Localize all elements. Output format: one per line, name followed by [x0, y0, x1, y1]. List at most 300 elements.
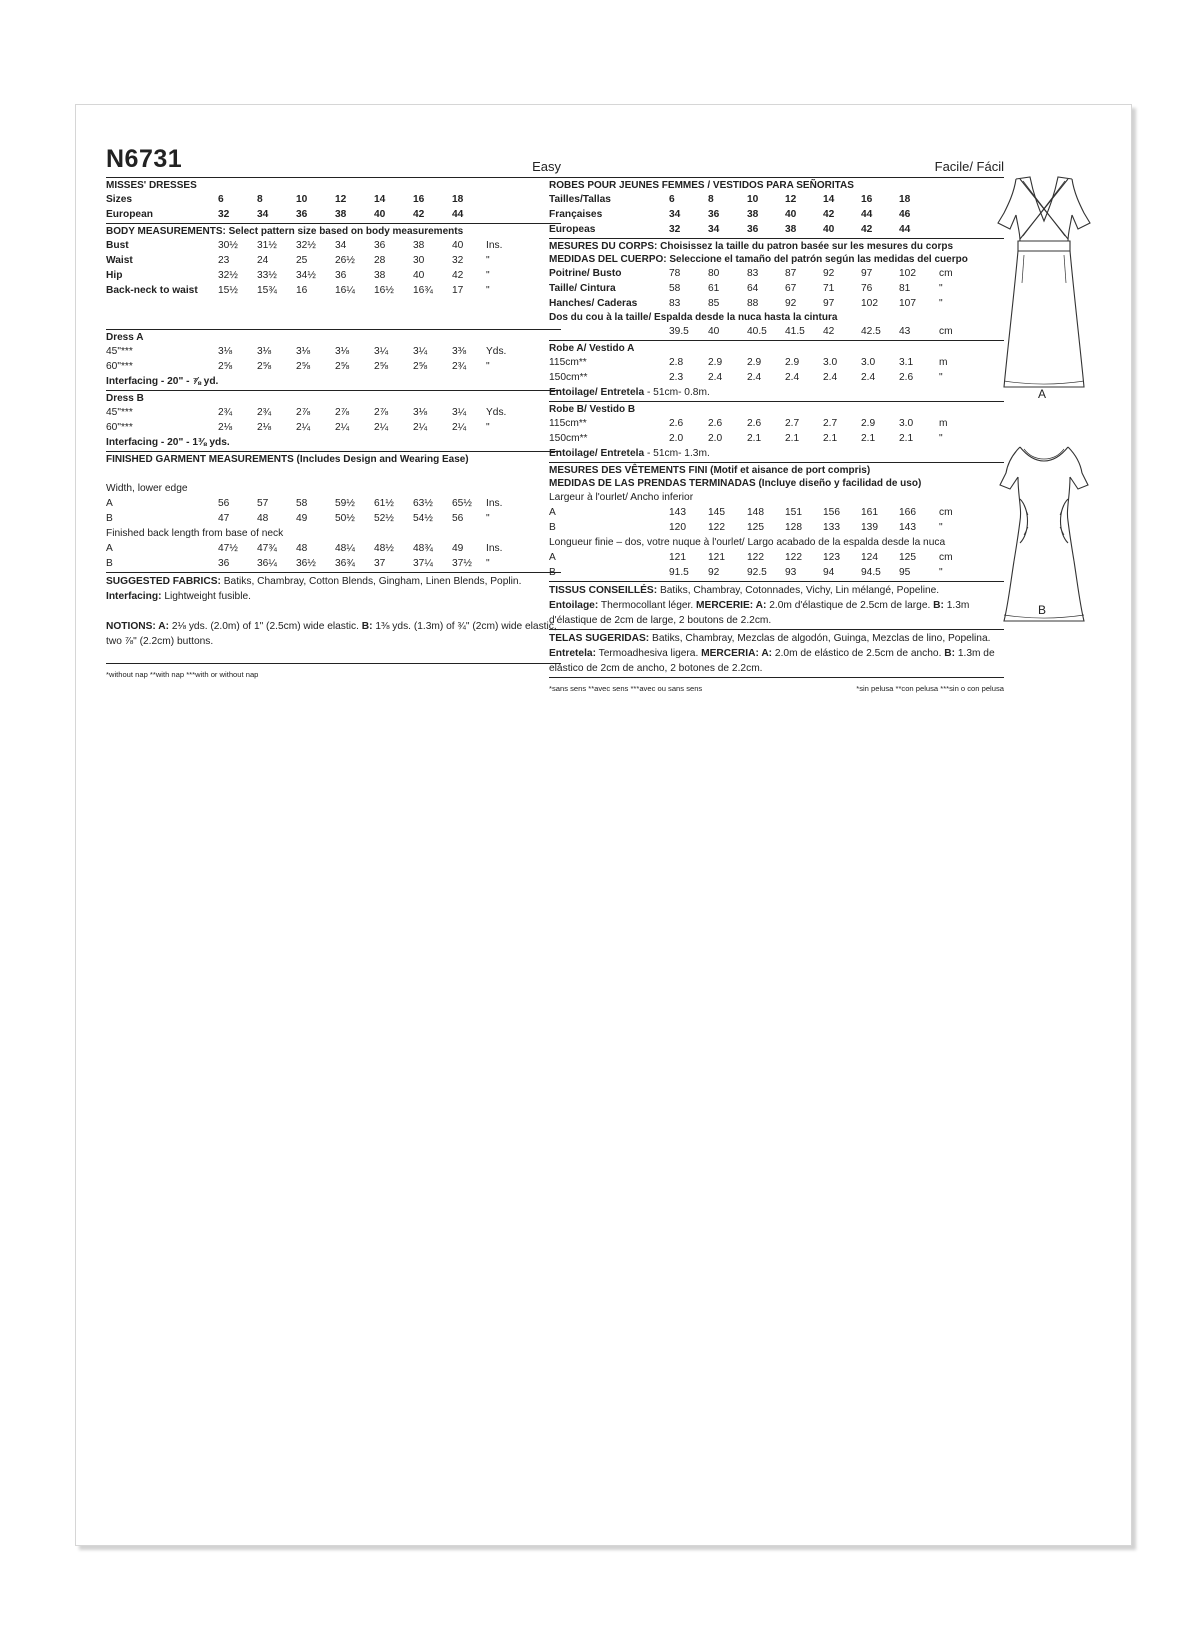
- interfacing-label: Entoilage/ Entretela: [549, 387, 645, 398]
- table-cell: 80: [708, 268, 720, 279]
- table-cell: 2.7: [785, 418, 800, 429]
- unit-cell: Yds.: [486, 346, 507, 357]
- row-label: 60"***: [106, 422, 133, 433]
- table-cell: 92.5: [747, 567, 767, 578]
- table-cell: 2.9: [708, 357, 723, 368]
- table-cell: 39.5: [669, 326, 689, 337]
- unit-cell: m: [939, 418, 948, 429]
- table-cell: 42: [823, 326, 835, 337]
- table-cell: 2.4: [708, 372, 723, 383]
- table-cell: 2.9: [861, 418, 876, 429]
- view-title: Dress B: [106, 393, 144, 404]
- size-cell: 38: [335, 209, 347, 220]
- row-label: Bust: [106, 240, 129, 251]
- table-cell: 48: [257, 513, 269, 524]
- row-label: Françaises: [549, 209, 603, 220]
- table-cell: 3.1: [899, 357, 914, 368]
- row-label: Sizes: [106, 194, 133, 205]
- row-label: 45"***: [106, 346, 133, 357]
- table-cell: 2.0: [708, 433, 723, 444]
- table-cell: 26½: [335, 255, 355, 266]
- table-row: [549, 416, 1004, 431]
- row-label: Back-neck to waist: [106, 285, 198, 296]
- table-cell: 124: [861, 552, 878, 563]
- table-cell: 42.5: [861, 326, 881, 337]
- table-cell: 2.1: [899, 433, 914, 444]
- table-cell: 2¾: [452, 361, 467, 372]
- table-row: [106, 405, 561, 420]
- table-cell: 34: [669, 209, 681, 220]
- table-row: [549, 281, 1004, 296]
- table-row: [549, 370, 1004, 385]
- table-row: [549, 222, 1004, 237]
- english-column: [106, 105, 561, 679]
- table-cell: 42: [452, 270, 464, 281]
- table-cell: 15½: [218, 285, 238, 296]
- size-cell: 40: [374, 209, 386, 220]
- table-row: [106, 359, 561, 374]
- section-title: MESURES DES VÊTEMENTS FINI (Motif et aisance de port compris): [549, 465, 871, 476]
- table-cell: 36¼: [257, 558, 277, 569]
- table-cell: 121: [669, 552, 686, 563]
- size-cell: 6: [218, 194, 224, 205]
- notions-a-text: 2⅛ yds. (2.0m) of 1" (2.5cm) wide elastic.: [169, 621, 362, 632]
- table-cell: 2.3: [669, 372, 684, 383]
- table-cell: 2⅝: [218, 361, 233, 372]
- table-cell: 36¾: [335, 558, 355, 569]
- table-cell: 28: [374, 255, 386, 266]
- table-cell: 47¾: [257, 543, 277, 554]
- finished-measurements-section: [549, 463, 1004, 582]
- table-cell: 93: [785, 567, 797, 578]
- table-cell: 40.5: [747, 326, 767, 337]
- table-cell: 34: [708, 224, 720, 235]
- interfacing-label: Interfacing:: [106, 591, 162, 602]
- row-label: B: [106, 558, 113, 569]
- table-cell: 3¼: [452, 407, 467, 418]
- sizes-table: [549, 192, 1004, 237]
- unit-cell: cm: [939, 326, 953, 337]
- interfacing-row: [106, 435, 561, 450]
- table-cell: 34: [335, 240, 347, 251]
- interfacing-label: Entoilage:: [549, 600, 599, 611]
- table-cell: 2⅞: [296, 407, 311, 418]
- table-cell: 23: [218, 255, 230, 266]
- table-cell: 2⅝: [413, 361, 428, 372]
- table-cell: 31½: [257, 240, 277, 251]
- table-cell: 32: [669, 224, 681, 235]
- table-cell: 16½: [374, 285, 394, 296]
- table-cell: 47: [218, 513, 230, 524]
- table-cell: 61½: [374, 498, 394, 509]
- interfacing-text: Lightweight fusible.: [161, 591, 251, 602]
- table-cell: 38: [785, 224, 797, 235]
- table-cell: 2¼: [296, 422, 311, 433]
- table-cell: 143: [669, 507, 686, 518]
- section-title: MEDIDAS DEL CUERPO: Seleccione el tamaño del patrón según las medidas del cuerpo: [549, 254, 968, 265]
- table-row: [106, 541, 561, 556]
- fabrics-label: TELAS SUGERIDAS:: [549, 633, 650, 644]
- table-cell: 25: [296, 255, 308, 266]
- table-cell: 18: [899, 194, 911, 205]
- unit-cell: Ins.: [486, 240, 503, 251]
- row-label: A: [549, 507, 556, 518]
- fabrics-notions-section: [106, 573, 561, 664]
- technical-drawings: [964, 105, 1131, 630]
- table-cell: 14: [823, 194, 835, 205]
- row-label: 45"***: [106, 407, 133, 418]
- unit-cell: ": [939, 433, 943, 444]
- section-title: BODY MEASUREMENTS: Select pattern size based on body measurements: [106, 226, 464, 237]
- table-row: [106, 253, 561, 268]
- length-table: [106, 541, 561, 571]
- length-label: Longueur finie – dos, votre nuque à l'ourlet/ Largo acabado de la espalda desde la nuca: [549, 537, 946, 548]
- table-cell: 6: [669, 194, 675, 205]
- table-cell: 33½: [257, 270, 277, 281]
- table-cell: 3⅛: [218, 346, 233, 357]
- table-cell: 58: [669, 283, 681, 294]
- table-cell: 40: [708, 326, 720, 337]
- table-cell: 71: [823, 283, 835, 294]
- table-cell: 128: [785, 522, 802, 533]
- section-title: FINISHED GARMENT MEASUREMENTS (Includes Design and Wearing Ease): [106, 454, 469, 465]
- table-row: [549, 207, 1004, 222]
- size-cell: 18: [452, 194, 464, 205]
- table-cell: 3.0: [861, 357, 876, 368]
- table-cell: 40: [452, 240, 464, 251]
- table-cell: 2.0: [669, 433, 684, 444]
- table-cell: 56: [218, 498, 230, 509]
- fabrics-text: Batiks, Chambray, Mezclas de algodón, Guinga, Mezclas de lino, Popelina.: [649, 633, 991, 644]
- unit-cell: ": [939, 522, 943, 533]
- size-cell: 34: [257, 209, 269, 220]
- section-title: MISSES' DRESSES: [106, 180, 197, 191]
- table-cell: 95: [899, 567, 911, 578]
- dress-a-yardage: [106, 330, 561, 391]
- table-cell: 2.6: [747, 418, 762, 429]
- table-cell: 133: [823, 522, 840, 533]
- body-measurements-table: [549, 266, 1004, 311]
- row-label: Taille/ Cintura: [549, 283, 616, 294]
- table-cell: 92: [823, 268, 835, 279]
- size-cell: 12: [335, 194, 347, 205]
- length-table: [549, 550, 1004, 580]
- unit-cell: ": [486, 285, 490, 296]
- table-cell: 2¼: [374, 422, 389, 433]
- fabrics-label: SUGGESTED FABRICS:: [106, 576, 221, 587]
- table-row: [549, 296, 1004, 311]
- table-cell: 63½: [413, 498, 433, 509]
- table-cell: 107: [899, 298, 916, 309]
- table-cell: 83: [747, 268, 759, 279]
- table-cell: 76: [861, 283, 873, 294]
- size-section: [549, 178, 1004, 239]
- table-cell: 36½: [296, 558, 316, 569]
- pattern-envelope-back: [75, 104, 1132, 1546]
- table-row: [549, 192, 1004, 207]
- table-cell: 32½: [218, 270, 238, 281]
- table-cell: 16: [296, 285, 308, 296]
- notions-b-text: 1.3m d'élastique de 2cm de large, 2 boutons de 2.2cm.: [549, 600, 970, 626]
- dress-b-drawing: [1000, 447, 1088, 621]
- table-cell: 2⅞: [374, 407, 389, 418]
- table-cell: 97: [861, 268, 873, 279]
- table-cell: 40: [413, 270, 425, 281]
- unit-cell: ": [486, 255, 490, 266]
- back-length-label: Dos du cou à la taille/ Espalda desde la nuca hasta la cintura: [549, 312, 838, 323]
- table-cell: 2.4: [861, 372, 876, 383]
- notions-b-label: B:: [361, 621, 373, 632]
- es-fabrics: [549, 631, 1004, 676]
- table-cell: 2.9: [747, 357, 762, 368]
- table-cell: 3.0: [823, 357, 838, 368]
- table-cell: 2¾: [257, 407, 272, 418]
- table-cell: 2.4: [823, 372, 838, 383]
- table-cell: 32½: [296, 240, 316, 251]
- table-row: [106, 511, 561, 526]
- table-cell: 46: [899, 209, 911, 220]
- row-label: Hanches/ Caderas: [549, 298, 638, 309]
- table-cell: 44: [861, 209, 873, 220]
- size-cell: 14: [374, 194, 386, 205]
- table-cell: 3⅛: [296, 346, 311, 357]
- notions-b-label: B:: [944, 648, 955, 659]
- table-cell: 81: [899, 283, 911, 294]
- row-label: B: [549, 567, 556, 578]
- table-cell: 67: [785, 283, 797, 294]
- table-cell: 42: [861, 224, 873, 235]
- view-b-label: B: [1038, 603, 1047, 617]
- row-label: 150cm**: [549, 372, 588, 383]
- table-cell: 12: [785, 194, 797, 205]
- difficulty-level: Facile/ Fácil: [934, 159, 1004, 174]
- unit-cell: Ins.: [486, 543, 503, 554]
- length-label: Finished back length from base of neck: [106, 528, 284, 539]
- table-cell: 30: [413, 255, 425, 266]
- table-cell: 121: [708, 552, 725, 563]
- table-cell: 120: [669, 522, 686, 533]
- table-cell: 47½: [218, 543, 238, 554]
- table-row: [549, 565, 1004, 580]
- table-cell: 122: [708, 522, 725, 533]
- table-row: [106, 268, 561, 283]
- interfacing-row: [106, 374, 561, 389]
- table-cell: 2⅝: [296, 361, 311, 372]
- interfacing-text: Termoadhesiva ligera.: [596, 648, 702, 659]
- interfacing-text: Interfacing - 20" - 1⅜ yds.: [106, 437, 230, 448]
- table-row: [106, 556, 561, 571]
- table-cell: 2.1: [823, 433, 838, 444]
- table-cell: 38: [374, 270, 386, 281]
- table-cell: 87: [785, 268, 797, 279]
- table-row: [106, 344, 561, 359]
- french-spanish-column: [549, 105, 1004, 696]
- interfacing-text: Interfacing - 20" - ⅞ yd.: [106, 376, 219, 387]
- view-a-label: A: [1038, 387, 1047, 401]
- body-measurements-section: [549, 239, 1004, 341]
- table-cell: 37¼: [413, 558, 433, 569]
- table-cell: 145: [708, 507, 725, 518]
- subheading: [549, 490, 1004, 505]
- row-label: European: [106, 209, 153, 220]
- table-cell: 143: [899, 522, 916, 533]
- table-row: [106, 420, 561, 435]
- table-cell: 2.9: [785, 357, 800, 368]
- table-row: [549, 266, 1004, 281]
- yardage-table: [106, 405, 561, 435]
- es-fabrics-section: [549, 630, 1004, 678]
- table-cell: 2.1: [747, 433, 762, 444]
- notions-b-text: 1⅜ yds. (1.3m) of ¾" (2cm) wide elastic, two ⅞" (2.2cm) buttons.: [106, 621, 557, 647]
- table-cell: 3⅜: [452, 346, 467, 357]
- table-cell: 37: [374, 558, 386, 569]
- notions-b-label: B:: [933, 600, 944, 611]
- table-cell: 94: [823, 567, 835, 578]
- notions-label: MERCERIA: A:: [701, 648, 773, 659]
- notions: [106, 619, 561, 649]
- dress-b-yardage: [106, 391, 561, 452]
- interfacing-row: [549, 446, 1004, 461]
- unit-cell: m: [939, 357, 948, 368]
- section-title: MESURES DU CORPS: Choisissez la taille du patron basée sur les mesures du corps: [549, 241, 954, 252]
- table-cell: 102: [861, 298, 878, 309]
- dress-a-drawing: [998, 177, 1090, 387]
- robe-a-yardage: [549, 341, 1004, 402]
- row-label: 115cm**: [549, 357, 587, 368]
- table-cell: 91.5: [669, 567, 689, 578]
- size-cell: 32: [218, 209, 230, 220]
- table-cell: 2.1: [861, 433, 876, 444]
- table-cell: 2⅝: [257, 361, 272, 372]
- table-cell: 102: [899, 268, 916, 279]
- table-cell: 40: [785, 209, 797, 220]
- row-label: A: [549, 552, 556, 563]
- yardage-table: [549, 416, 1004, 446]
- width-table: [549, 505, 1004, 535]
- table-cell: 41.5: [785, 326, 805, 337]
- table-cell: 52½: [374, 513, 394, 524]
- table-cell: 2⅛: [257, 422, 272, 433]
- table-cell: 36: [218, 558, 230, 569]
- unit-cell: ": [939, 567, 943, 578]
- table-cell: 16¼: [335, 285, 355, 296]
- interfacing-label: Entoilage/ Entretela: [549, 448, 645, 459]
- table-cell: 122: [747, 552, 764, 563]
- table-cell: 58: [296, 498, 308, 509]
- table-cell: 125: [899, 552, 916, 563]
- suggested-fabrics: [106, 574, 561, 604]
- table-cell: 16: [861, 194, 873, 205]
- table-cell: 57: [257, 498, 269, 509]
- unit-cell: cm: [939, 507, 953, 518]
- size-cell: 44: [452, 209, 464, 220]
- unit-cell: ": [939, 298, 943, 309]
- table-row: [549, 550, 1004, 565]
- unit-cell: cm: [939, 552, 953, 563]
- table-cell: 42: [823, 209, 835, 220]
- table-cell: 2.1: [785, 433, 800, 444]
- table-cell: 3⅛: [413, 407, 428, 418]
- row-label: Europeas: [549, 224, 596, 235]
- unit-cell: ": [486, 422, 490, 433]
- unit-cell: cm: [939, 268, 953, 279]
- table-cell: 17: [452, 285, 464, 296]
- subheading: [106, 526, 561, 541]
- view-title: Robe A/ Vestido A: [549, 343, 635, 354]
- table-cell: 48¼: [335, 543, 355, 554]
- table-cell: 125: [747, 522, 764, 533]
- fabrics-text: Batiks, Chambray, Cotton Blends, Gingham, Linen Blends, Poplin.: [220, 576, 522, 587]
- sizes-row: [106, 192, 561, 207]
- unit-cell: ": [486, 270, 490, 281]
- view-title: Robe B/ Vestido B: [549, 404, 636, 415]
- english-header: [106, 105, 561, 178]
- table-cell: 92: [708, 567, 720, 578]
- table-cell: 78: [669, 268, 681, 279]
- table-cell: 166: [899, 507, 916, 518]
- table-cell: 94.5: [861, 567, 881, 578]
- footnote-fr: *sans sens **avec sens ***avec ou sans sens: [549, 684, 703, 693]
- table-cell: 8: [708, 194, 714, 205]
- interfacing-text: Thermocollant léger.: [598, 600, 697, 611]
- table-cell: 161: [861, 507, 878, 518]
- size-cell: 42: [413, 209, 425, 220]
- table-cell: 85: [708, 298, 720, 309]
- fabrics-label: TISSUS CONSEILLÉS:: [549, 585, 658, 596]
- table-cell: 3¼: [413, 346, 428, 357]
- table-row: [106, 496, 561, 511]
- table-cell: 3⅛: [335, 346, 350, 357]
- footnote-es: *sin pelusa **con pelusa ***sin o con pelusa: [856, 684, 1004, 693]
- interfacing-text: - 51cm- 0.8m.: [644, 387, 710, 398]
- subheading: [106, 481, 561, 496]
- fabrics-text: Batiks, Chambray, Cotonnades, Vichy, Lin mélangé, Popeline.: [657, 585, 940, 596]
- table-row: [549, 520, 1004, 535]
- robe-b-yardage: [549, 402, 1004, 463]
- dress-drawings-svg: [964, 105, 1131, 625]
- notions-label: NOTIONS: A:: [106, 621, 170, 632]
- interfacing-row: [549, 385, 1004, 400]
- table-cell: 38: [747, 209, 759, 220]
- notions-a-text: 2.0m de elástico de 2.5cm de ancho.: [772, 648, 945, 659]
- subheading: [549, 535, 1004, 550]
- table-row: [549, 431, 1004, 446]
- back-length-row: [549, 324, 1004, 339]
- size-cell: 36: [296, 209, 308, 220]
- table-row: [549, 324, 1004, 339]
- table-cell: 92: [785, 298, 797, 309]
- table-cell: 34½: [296, 270, 316, 281]
- view-title: Dress A: [106, 332, 144, 343]
- table-cell: 48½: [374, 543, 394, 554]
- table-cell: 2.4: [785, 372, 800, 383]
- fr-fabrics: [549, 583, 1004, 628]
- table-cell: 2⅝: [335, 361, 350, 372]
- row-label: B: [106, 513, 113, 524]
- table-cell: 48¾: [413, 543, 433, 554]
- table-cell: 44: [899, 224, 911, 235]
- table-cell: 43: [899, 326, 911, 337]
- table-cell: 32: [452, 255, 464, 266]
- table-cell: 64: [747, 283, 759, 294]
- interfacing-label: Entretela:: [549, 648, 596, 659]
- table-cell: 2¼: [413, 422, 428, 433]
- table-cell: 36: [335, 270, 347, 281]
- size-section: [106, 178, 561, 224]
- row-label: Tailles/Tallas: [549, 194, 611, 205]
- table-cell: 48: [296, 543, 308, 554]
- table-cell: 2⅛: [218, 422, 233, 433]
